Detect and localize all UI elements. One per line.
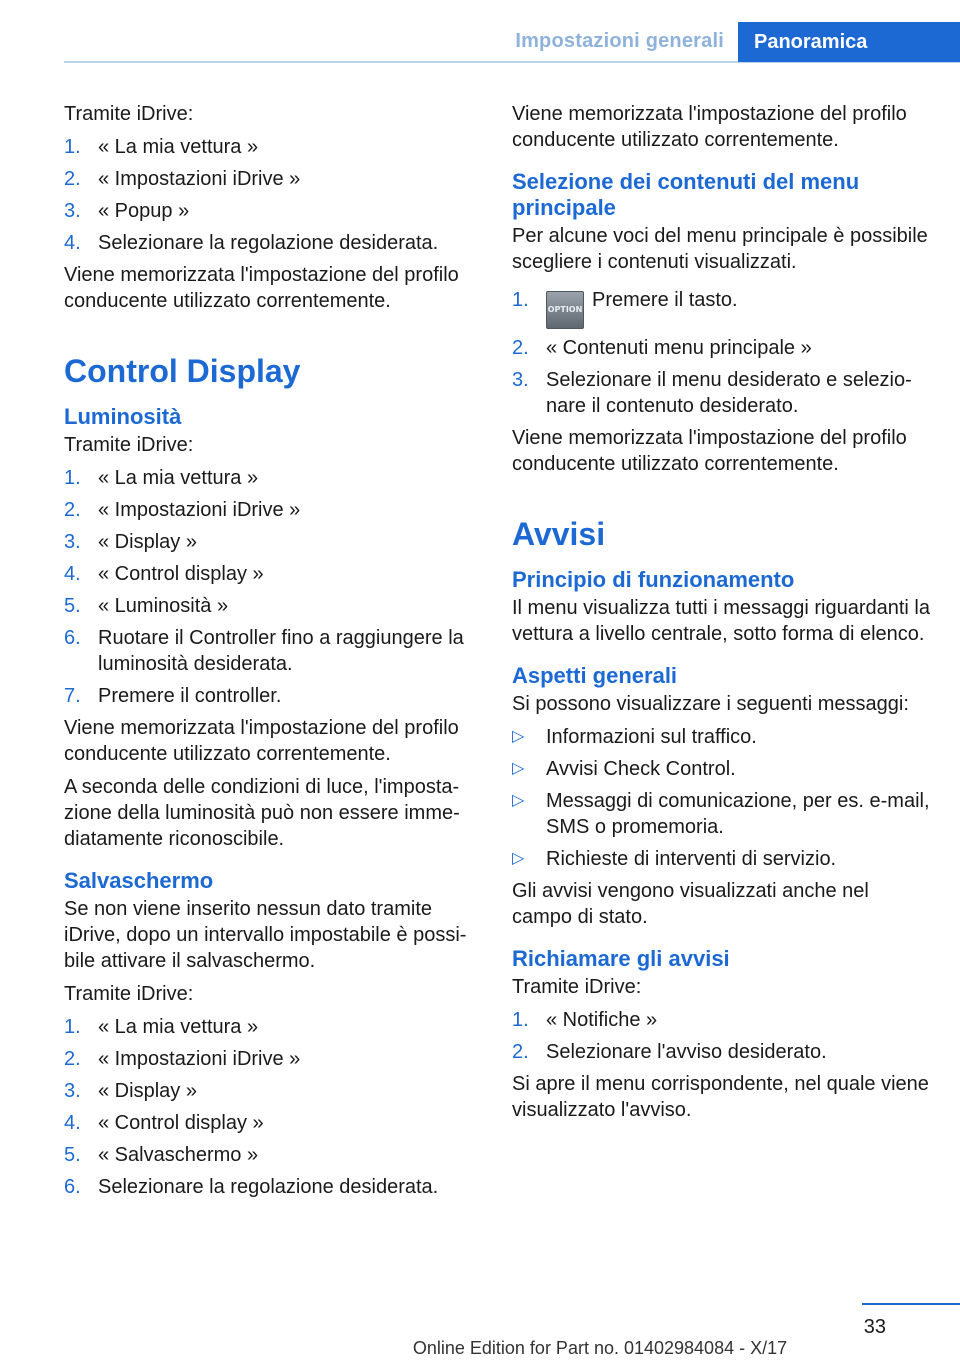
- right-column: [512, 101, 932, 1130]
- list-item: 7. Premere il controller.: [64, 685, 282, 707]
- triangle-bullet-icon: ▷: [512, 792, 525, 809]
- list-item: 2. « Contenuti menu principale »: [512, 337, 812, 359]
- salvaschermo-text: Se non viene inserito nessun dato tramite iDrive, dopo un intervallo impostabile è possi‐bile attivare il salvaschermo.: [64, 898, 467, 972]
- aspetti-lead: Si possono visualizzare i seguenti messaggi:: [512, 693, 909, 715]
- list-item: 6. Ruotare il Controller fino a raggiungere la luminosità desiderata.: [64, 627, 464, 675]
- left-column: [64, 101, 474, 1206]
- principio-text: Il menu visualizza tutti i messaggi riguardanti la vettura a livello centrale, sotto forma di elenco.: [512, 597, 930, 645]
- aspetti-note: Gli avvisi vengono visualizzati anche nel campo di stato.: [512, 880, 869, 928]
- list-item: 4. Selezionare la regolazione desiderata.: [64, 232, 439, 254]
- luminosita-note-2: A seconda delle condizioni di luce, l'imposta‐zione della luminosità può non essere imme‐diatamente riconoscibile.: [64, 776, 460, 850]
- list-item: 2. « Impostazioni iDrive »: [64, 168, 301, 190]
- luminosita-note: Viene memorizzata l'impostazione del profilo conducente utilizzato correntemente.: [64, 717, 459, 765]
- list-item: ▷ Informazioni sul traffico.: [512, 726, 757, 748]
- aspetti-bullets: [512, 724, 932, 872]
- selezione-steps: [512, 283, 932, 419]
- list-item: ▷ Avvisi Check Control.: [512, 758, 736, 780]
- heading-selezione: Selezione dei contenuti del menu principale: [512, 169, 860, 220]
- heading-principio: Principio di funzionamento: [512, 567, 795, 592]
- heading-salvaschermo: Salvaschermo: [64, 868, 214, 893]
- list-item: 3. Selezionare il menu desiderato e selezio‐nare il contenuto desiderato.: [512, 369, 912, 417]
- richiamare-note: Si apre il menu corrispondente, nel quale viene visualizzato l'avviso.: [512, 1073, 929, 1121]
- salvaschermo-steps: [64, 1014, 474, 1200]
- list-item: 6. Selezionare la regolazione desiderata.: [64, 1176, 439, 1198]
- intro-steps: [64, 134, 474, 256]
- list-item: 1. « La mia vettura »: [64, 136, 259, 158]
- list-item: 1. « La mia vettura »: [64, 467, 259, 489]
- triangle-bullet-icon: ▷: [512, 760, 525, 777]
- salvaschermo-lead: Tramite iDrive:: [64, 983, 194, 1005]
- list-item: 5. « Salvaschermo »: [64, 1144, 259, 1166]
- heading-aspetti: Aspetti generali: [512, 663, 678, 688]
- list-item: 4. « Control display »: [64, 563, 264, 585]
- list-item: 2. Selezionare l'avviso desiderato.: [512, 1041, 827, 1063]
- list-item: ▷ Messaggi di comunicazione, per es. e-mail, SMS o promemoria.: [512, 790, 930, 838]
- footer-rule: [862, 1303, 960, 1305]
- top-note: Viene memorizzata l'impostazione del profilo conducente utilizzato correntemente.: [512, 103, 907, 151]
- list-item: 1. « La mia vettura »: [64, 1016, 259, 1038]
- richiamare-steps: [512, 1007, 932, 1065]
- richiamare-lead: Tramite iDrive:: [512, 976, 642, 998]
- luminosita-steps: [64, 465, 474, 709]
- edition-footer: Online Edition for Part no. 01402984084 - X/17: [412, 1338, 788, 1358]
- list-item: 4. « Control display »: [64, 1112, 264, 1134]
- list-item: ▷ Richieste di interventi di servizio.: [512, 848, 837, 870]
- list-item: 1. « Notifiche »: [512, 1009, 658, 1031]
- list-item: 5. « Luminosità »: [64, 595, 229, 617]
- list-item: 3. « Display »: [64, 531, 197, 553]
- selezione-text: Per alcune voci del menu principale è possibile scegliere i contenuti visualizzati.: [512, 225, 928, 273]
- list-item: 3. « Display »: [64, 1080, 197, 1102]
- luminosita-lead: Tramite iDrive:: [64, 434, 194, 456]
- intro-note: Viene memorizzata l'impostazione del profilo conducente utilizzato correntemente.: [64, 264, 459, 312]
- intro-lead: Tramite iDrive:: [64, 103, 194, 125]
- header-chapter-tab: Panoramica: [738, 22, 960, 62]
- heading-richiamare: Richiamare gli avvisi: [512, 946, 730, 971]
- list-item: 1. OPTION Premere il tasto.: [512, 283, 932, 329]
- section-title-avvisi: Avvisi: [512, 516, 606, 552]
- list-item: 3. « Popup »: [64, 200, 190, 222]
- section-title-control-display: Control Display: [64, 353, 301, 389]
- triangle-bullet-icon: ▷: [512, 850, 525, 867]
- page-number: 33: [863, 1316, 886, 1338]
- heading-luminosita: Luminosità: [64, 404, 182, 429]
- list-item: 2. « Impostazioni iDrive »: [64, 1048, 301, 1070]
- header-section-title: Impostazioni generali: [515, 30, 724, 52]
- list-item: 2. « Impostazioni iDrive »: [64, 499, 301, 521]
- triangle-bullet-icon: ▷: [512, 728, 525, 745]
- selezione-note: Viene memorizzata l'impostazione del profilo conducente utilizzato correntemente.: [512, 427, 907, 475]
- option-button-icon: OPTION: [546, 291, 584, 329]
